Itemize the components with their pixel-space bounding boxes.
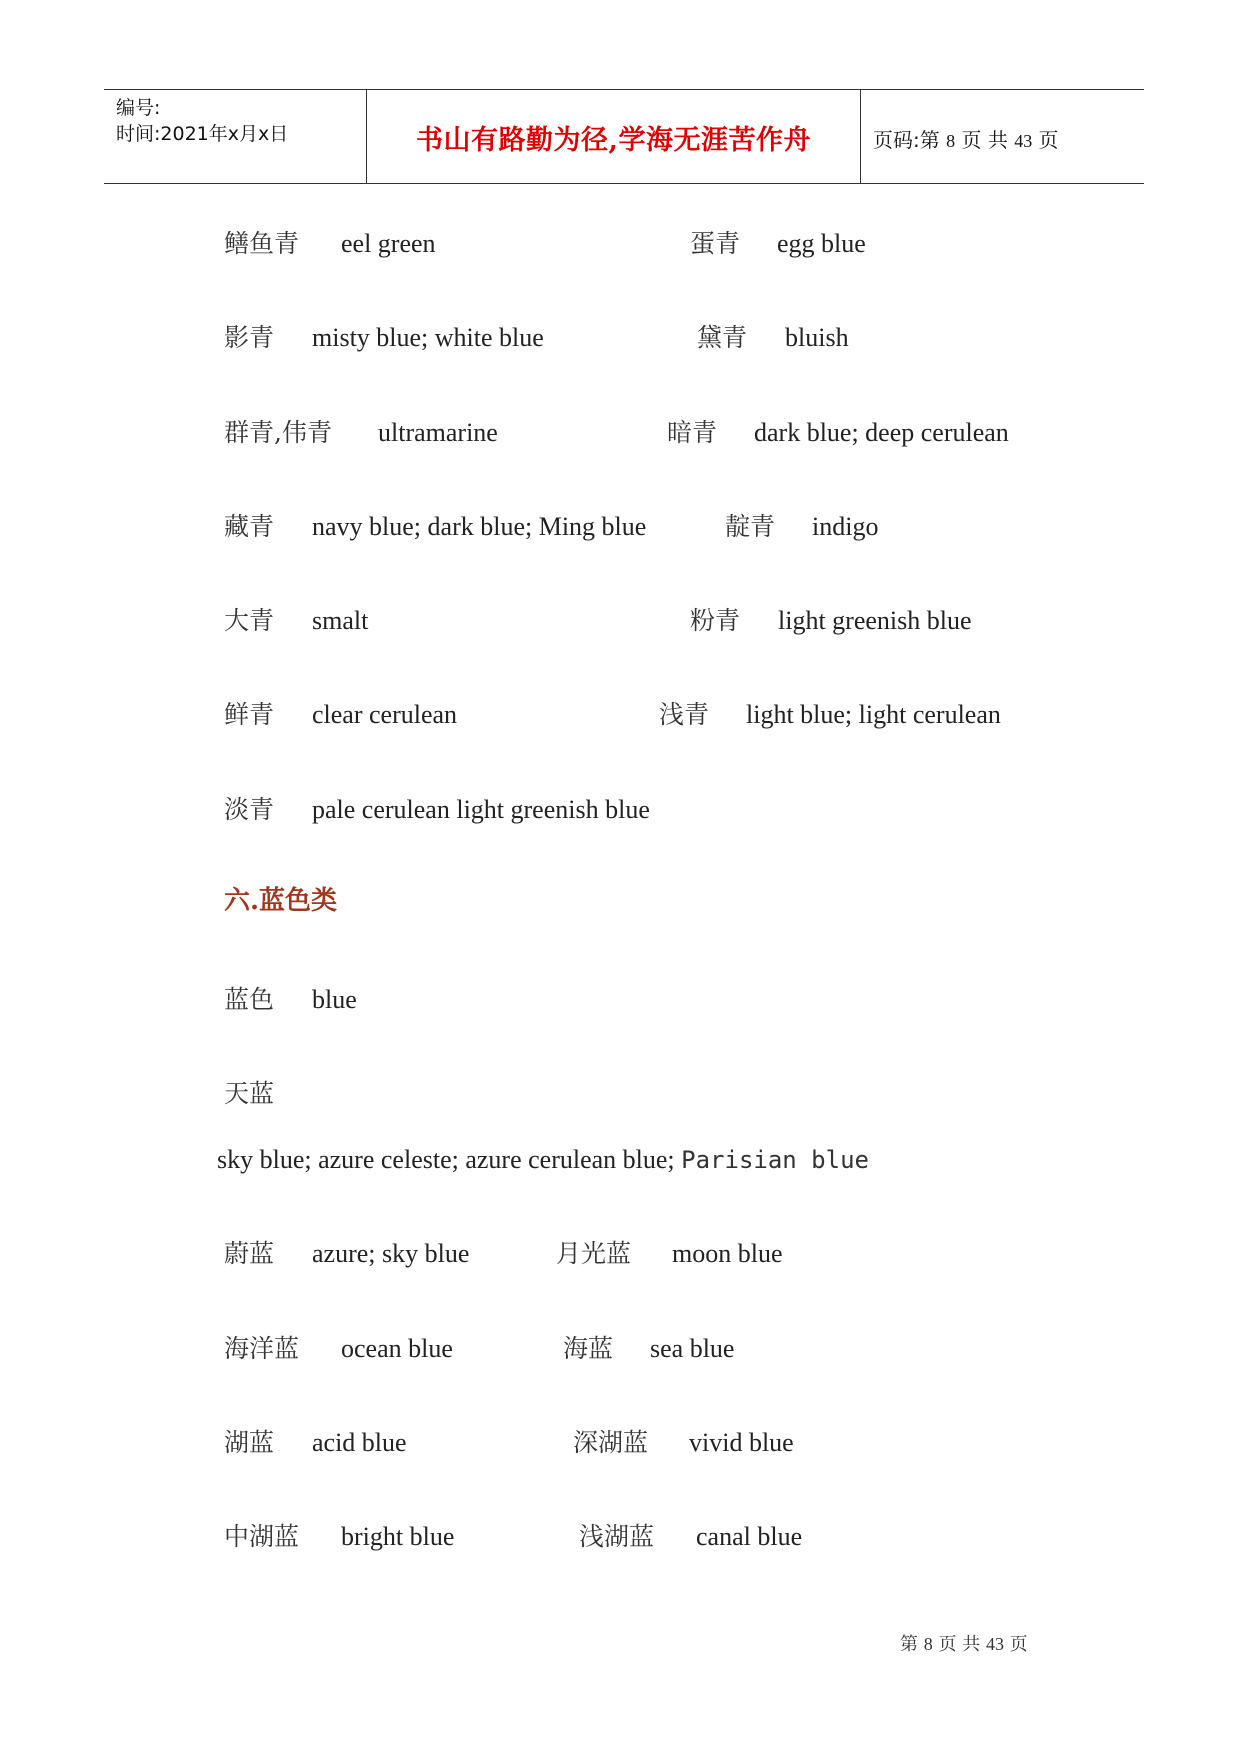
chinese-term: 群青,伟青 bbox=[224, 418, 332, 447]
chinese-term: 蓝色 bbox=[224, 985, 275, 1014]
list-item bbox=[0, 1074, 1241, 1114]
chinese-term: 月光蓝 bbox=[556, 1239, 632, 1268]
header-motto: 书山有路勤为径,学海无涯苦作舟 bbox=[416, 125, 811, 156]
list-item bbox=[0, 790, 1241, 830]
header-page-info bbox=[873, 124, 1059, 153]
header-page-mid: 页 共 bbox=[961, 128, 1008, 152]
header-motto-cell bbox=[366, 90, 861, 183]
list-item bbox=[0, 695, 1241, 735]
list-item bbox=[0, 507, 1241, 547]
list-item bbox=[0, 601, 1241, 641]
list-item bbox=[0, 224, 1241, 264]
chinese-term: 淡青 bbox=[224, 795, 275, 824]
chinese-term: 天蓝 bbox=[224, 1079, 275, 1108]
footer-page-prefix: 第 bbox=[900, 1634, 918, 1655]
english-term: moon blue bbox=[672, 1239, 783, 1268]
chinese-term: 粉青 bbox=[690, 606, 741, 635]
english-term: acid blue bbox=[312, 1428, 407, 1457]
english-term: sky blue; azure celeste; azure cerulean blue; bbox=[217, 1145, 682, 1174]
footer-page-mid: 页 共 bbox=[938, 1634, 981, 1655]
chinese-term: 浅青 bbox=[659, 700, 710, 729]
list-item bbox=[0, 1423, 1241, 1463]
chinese-term: 暗青 bbox=[667, 418, 718, 447]
chinese-term: 蛋青 bbox=[690, 229, 741, 258]
english-term: dark blue; deep cerulean bbox=[754, 418, 1009, 447]
header-page-suffix: 页 bbox=[1038, 128, 1059, 152]
chinese-term: 鳝鱼青 bbox=[224, 229, 300, 258]
list-item bbox=[0, 1234, 1241, 1274]
english-term: ocean blue bbox=[341, 1334, 453, 1363]
chinese-term: 蔚蓝 bbox=[224, 1239, 275, 1268]
english-term: bright blue bbox=[341, 1522, 455, 1551]
chinese-term: 中湖蓝 bbox=[224, 1522, 300, 1551]
english-term: indigo bbox=[812, 512, 879, 541]
english-term: ultramarine bbox=[378, 418, 498, 447]
english-term: light greenish blue bbox=[778, 606, 972, 635]
english-term: blue bbox=[312, 985, 357, 1014]
english-term: light blue; light cerulean bbox=[746, 700, 1001, 729]
english-term: azure; sky blue bbox=[312, 1239, 470, 1268]
document-time-label: 时间:2021年x月x日 bbox=[116, 123, 289, 145]
english-term: egg blue bbox=[777, 229, 866, 258]
list-item bbox=[0, 318, 1241, 358]
english-term: eel green bbox=[341, 229, 436, 258]
footer-page-suffix: 页 bbox=[1009, 1634, 1028, 1655]
header-page-total: 43 bbox=[1014, 131, 1033, 151]
english-term: pale cerulean light greenish blue bbox=[312, 795, 650, 824]
english-term: misty blue; white blue bbox=[312, 323, 544, 352]
document-number-label: 编号: bbox=[116, 97, 161, 119]
english-term: bluish bbox=[785, 323, 849, 352]
chinese-term: 藏青 bbox=[224, 512, 275, 541]
list-item bbox=[0, 980, 1241, 1020]
chinese-term: 湖蓝 bbox=[224, 1428, 275, 1457]
english-term: smalt bbox=[312, 606, 369, 635]
chinese-term: 鲜青 bbox=[224, 700, 275, 729]
list-item bbox=[0, 413, 1241, 453]
header-meta-cell bbox=[104, 90, 366, 183]
sky-blue-translations bbox=[217, 1140, 869, 1180]
list-item bbox=[0, 1517, 1241, 1557]
chinese-term: 深湖蓝 bbox=[573, 1428, 649, 1457]
section-heading: 六.蓝色类 bbox=[224, 886, 338, 916]
footer-page-current: 8 bbox=[923, 1634, 933, 1654]
chinese-term: 大青 bbox=[224, 606, 275, 635]
english-term: clear cerulean bbox=[312, 700, 458, 729]
chinese-term: 浅湖蓝 bbox=[579, 1522, 655, 1551]
chinese-term: 黛青 bbox=[697, 323, 748, 352]
english-term: sea blue bbox=[650, 1334, 735, 1363]
header-page-current: 8 bbox=[946, 131, 956, 151]
header-page-cell bbox=[861, 90, 1144, 183]
header-page-prefix: 页码:第 bbox=[873, 128, 940, 152]
document-header bbox=[104, 89, 1144, 184]
footer-page-total: 43 bbox=[985, 1634, 1004, 1654]
english-term-mono: Parisian blue bbox=[681, 1146, 869, 1174]
english-term: vivid blue bbox=[689, 1428, 794, 1457]
page-footer bbox=[900, 1630, 1028, 1656]
chinese-term: 海洋蓝 bbox=[224, 1334, 300, 1363]
chinese-term: 海蓝 bbox=[563, 1334, 614, 1363]
chinese-term: 影青 bbox=[224, 323, 275, 352]
english-term: canal blue bbox=[696, 1522, 803, 1551]
english-term: navy blue; dark blue; Ming blue bbox=[312, 512, 647, 541]
chinese-term: 靛青 bbox=[725, 512, 776, 541]
list-item bbox=[0, 1329, 1241, 1369]
